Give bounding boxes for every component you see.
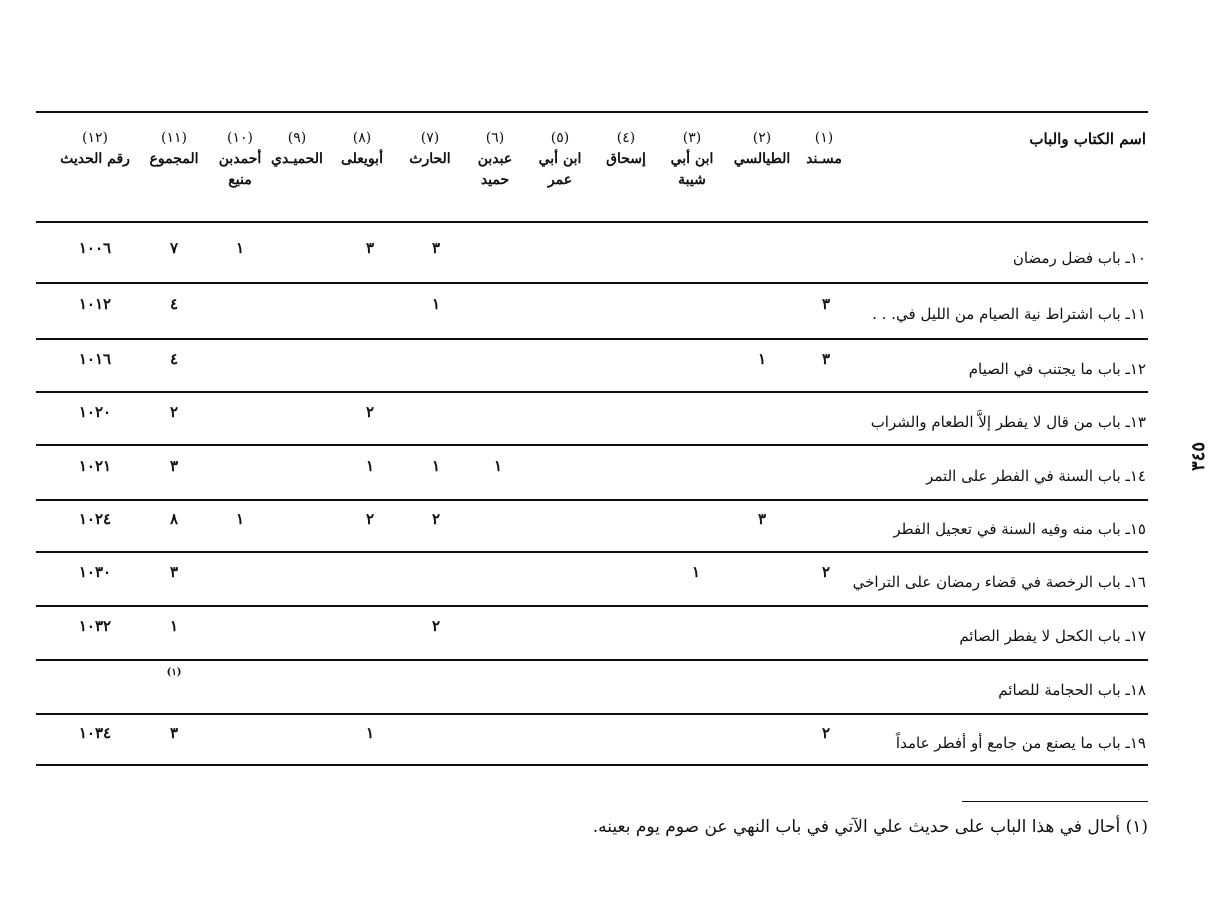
row-divider <box>36 605 1148 607</box>
cell-col-11: ٧ <box>169 239 179 257</box>
row-divider <box>36 713 1148 715</box>
cell-col-8: ١ <box>365 724 375 742</box>
row-label: ١٨ـ باب الحجامة للصائم <box>998 681 1146 699</box>
cell-col-1: ٣ <box>821 295 831 313</box>
row-divider <box>36 338 1148 340</box>
row-label: ١٣ـ باب من قال لا يفطر إلاَّ الطعام والشراب <box>870 413 1146 431</box>
cell-col-11: ٤ <box>169 295 179 313</box>
row-label: ١٠ـ باب فضل رمضان <box>1012 249 1146 267</box>
table-bottom-rule <box>36 764 1148 766</box>
cell-col-12: ١٠٢٤ <box>78 510 112 528</box>
cell-col-8: ٢ <box>365 510 375 528</box>
cell-col-11: ٤ <box>169 350 179 368</box>
cell-col-12: ١٠١٦ <box>78 350 112 368</box>
cell-col-7: ٢ <box>431 617 441 635</box>
column-header-4: (٤) إسحاق <box>606 130 646 167</box>
cell-col-11: ٣ <box>169 457 179 475</box>
cell-col-12: ١٠٢١ <box>78 457 112 475</box>
footnote-rule <box>962 801 1148 802</box>
column-header-7: (٧) الحارث <box>409 130 451 167</box>
cell-col-12: ١٠٢٠ <box>78 403 112 421</box>
row-label: ١٦ـ باب الرخصة في قضاء رمضان على التراخي <box>852 573 1146 591</box>
column-header-1: (١) مسـند <box>806 130 842 167</box>
header-bottom-rule <box>36 221 1148 223</box>
cell-col-8: ٢ <box>365 403 375 421</box>
cell-col-7: ٢ <box>431 510 441 528</box>
cell-col-12: ١٠١٢ <box>78 295 112 313</box>
page-number: ٣٤٥ <box>1188 442 1209 472</box>
cell-col-7: ١ <box>431 295 441 313</box>
cell-col-7: ١ <box>431 457 441 475</box>
row-label: ١٥ـ باب منه وفيه السنة في تعجيل الفطر <box>893 520 1146 538</box>
row-label: ١٧ـ باب الكحل لا يفطر الصائم <box>959 627 1146 645</box>
cell-col-8: ٣ <box>365 239 375 257</box>
cell-col-12: ١٠٠٦ <box>78 239 112 257</box>
cell-col-11: (١) <box>166 667 182 678</box>
column-header-6: (٦) عبدبن حميد <box>477 130 513 188</box>
cell-col-11: ١ <box>169 617 179 635</box>
cell-col-1: ٢ <box>821 724 831 742</box>
cell-col-1: ٣ <box>821 350 831 368</box>
row-label: ١١ـ باب اشتراط نية الصيام من الليل في. . . <box>872 305 1146 323</box>
cell-col-12: ١٠٣٠ <box>78 563 112 581</box>
column-header-2: (٢) الطيالسي <box>733 130 791 167</box>
cell-col-1: ٢ <box>821 563 831 581</box>
cell-col-8: ١ <box>365 457 375 475</box>
column-header-10: (١٠) أحمدبن منيع <box>218 130 262 188</box>
footnote: (١) أحال في هذا الباب على حديث علي الآتي في باب النهي عن صوم يوم بعينه. <box>592 817 1148 837</box>
cell-col-11: ٣ <box>169 563 179 581</box>
label-column-header: اسم الكتاب والباب <box>1029 130 1146 148</box>
row-divider <box>36 444 1148 446</box>
column-header-3: (٣) ابن أبي شيبة <box>670 130 714 188</box>
cell-col-10: ١ <box>235 239 245 257</box>
cell-col-2: ١ <box>757 350 767 368</box>
row-label: ١٩ـ باب ما يصنع من جامع أو أفطر عامداً <box>895 734 1146 752</box>
column-header-11: (١١) المجموع <box>149 130 199 167</box>
cell-col-11: ٣ <box>169 724 179 742</box>
cell-col-12: ١٠٣٢ <box>78 617 112 635</box>
row-divider <box>36 659 1148 661</box>
column-header-8: (٨) أبويعلى <box>341 130 383 167</box>
column-header-5: (٥) ابن أبي عمر <box>538 130 582 188</box>
row-divider <box>36 391 1148 393</box>
column-header-9: (٩) الحميـدي <box>271 130 323 167</box>
cell-col-11: ٢ <box>169 403 179 421</box>
row-divider <box>36 551 1148 553</box>
cell-col-3: ١ <box>691 563 701 581</box>
cell-col-2: ٣ <box>757 510 767 528</box>
cell-col-7: ٣ <box>431 239 441 257</box>
cell-col-12: ١٠٣٤ <box>78 724 112 742</box>
cell-col-6: ١ <box>493 457 503 475</box>
row-divider <box>36 499 1148 501</box>
cell-col-11: ٨ <box>169 510 179 528</box>
column-header-12: (١٢) رقم الحديث <box>60 130 130 167</box>
row-label: ١٤ـ باب السنة في الفطر على التمر <box>926 467 1146 485</box>
table-top-rule <box>36 111 1148 113</box>
row-label: ١٢ـ باب ما يجتنب في الصيام <box>968 360 1146 378</box>
row-divider <box>36 282 1148 284</box>
cell-col-10: ١ <box>235 510 245 528</box>
